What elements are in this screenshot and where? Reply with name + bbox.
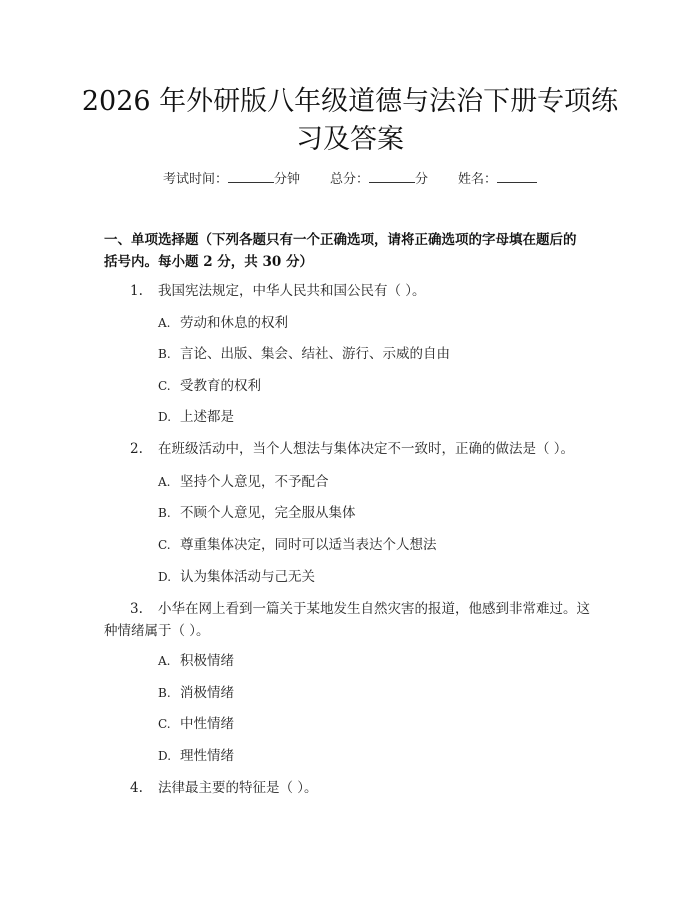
option-letter: C. (158, 379, 171, 393)
option-letter: B. (158, 686, 171, 700)
total-score-label: 总分： (329, 172, 369, 187)
question-3-option-b (158, 683, 234, 703)
option-letter: D. (158, 749, 172, 763)
option-letter: C. (158, 717, 171, 731)
question-2-option-d (158, 567, 315, 587)
option-text: 不顾个人意见，完全服从集体 (180, 505, 356, 521)
total-score-blank (369, 170, 415, 183)
question-number: 1. (130, 283, 143, 299)
question-2-option-c (158, 535, 437, 555)
question-1-option-b (158, 344, 450, 364)
question-text: 在班级活动中，当个人想法与集体决定不一致时，正确的做法是（ ）。 (158, 441, 575, 457)
option-text: 言论、出版、集会、结社、游行、示威的自由 (180, 346, 450, 362)
exam-time-field (163, 168, 300, 187)
exam-time-blank (228, 170, 274, 183)
option-text: 积极情绪 (180, 653, 234, 669)
question-text: 法律最主要的特征是（ ）。 (158, 780, 318, 796)
document-title-line-2: 习及答案 (296, 124, 404, 155)
option-letter: C. (158, 538, 171, 552)
option-text: 尊重集体决定，同时可以适当表达个人想法 (180, 537, 437, 553)
section-heading-single-choice (104, 229, 594, 273)
question-3-option-d (158, 746, 234, 766)
question-2-option-a (158, 472, 329, 492)
option-text: 坚持个人意见，不予配合 (180, 474, 329, 490)
option-text: 认为集体活动与己无关 (180, 569, 315, 585)
exam-time-label: 考试时间： (162, 172, 228, 187)
option-letter: A. (158, 654, 171, 668)
total-score-unit: 分 (415, 172, 429, 187)
exam-time-unit: 分钟 (273, 172, 300, 187)
option-letter: B. (158, 506, 171, 520)
section-heading-line-2: 括号内。每小题 2 分，共 30 分） (104, 254, 313, 270)
option-text: 受教育的权利 (180, 378, 261, 394)
student-name-blank (497, 170, 537, 183)
question-3-option-a (158, 651, 234, 671)
question-2-option-b (158, 503, 356, 523)
total-score-field (330, 168, 428, 187)
option-letter: A. (158, 475, 171, 489)
question-text-line-2: 种情绪属于（ ）。 (104, 623, 210, 639)
option-text: 消极情绪 (180, 685, 234, 701)
question-text: 我国宪法规定，中华人民共和国公民有（ ）。 (158, 283, 426, 299)
option-letter: B. (158, 347, 171, 361)
option-letter: A. (158, 316, 171, 330)
question-1-option-d (158, 407, 234, 427)
student-name-label: 姓名： (458, 172, 498, 187)
option-letter: D. (158, 570, 172, 584)
student-name-field (458, 168, 537, 187)
option-text: 上述都是 (180, 409, 234, 425)
section-heading-line-1: 一、单项选择题（下列各题只有一个正确选项，请将正确选项的字母填在题后的 (104, 232, 577, 248)
question-3-option-c (158, 714, 234, 734)
document-title-line-1: 2026 年外研版八年级道德与法治下册专项练 (81, 86, 619, 117)
option-text: 中性情绪 (180, 716, 234, 732)
option-text: 劳动和休息的权利 (180, 315, 288, 331)
exam-info-row (0, 168, 700, 187)
question-1-option-a (158, 313, 288, 333)
question-number: 2. (130, 441, 143, 457)
question-number: 3. (130, 601, 143, 617)
question-1-option-c (158, 376, 261, 396)
option-letter: D. (158, 410, 172, 424)
question-number: 4. (130, 780, 143, 796)
question-text-line-1: 小华在网上看到一篇关于某地发生自然灾害的报道，他感到非常难过。这 (158, 601, 590, 617)
option-text: 理性情绪 (180, 748, 234, 764)
